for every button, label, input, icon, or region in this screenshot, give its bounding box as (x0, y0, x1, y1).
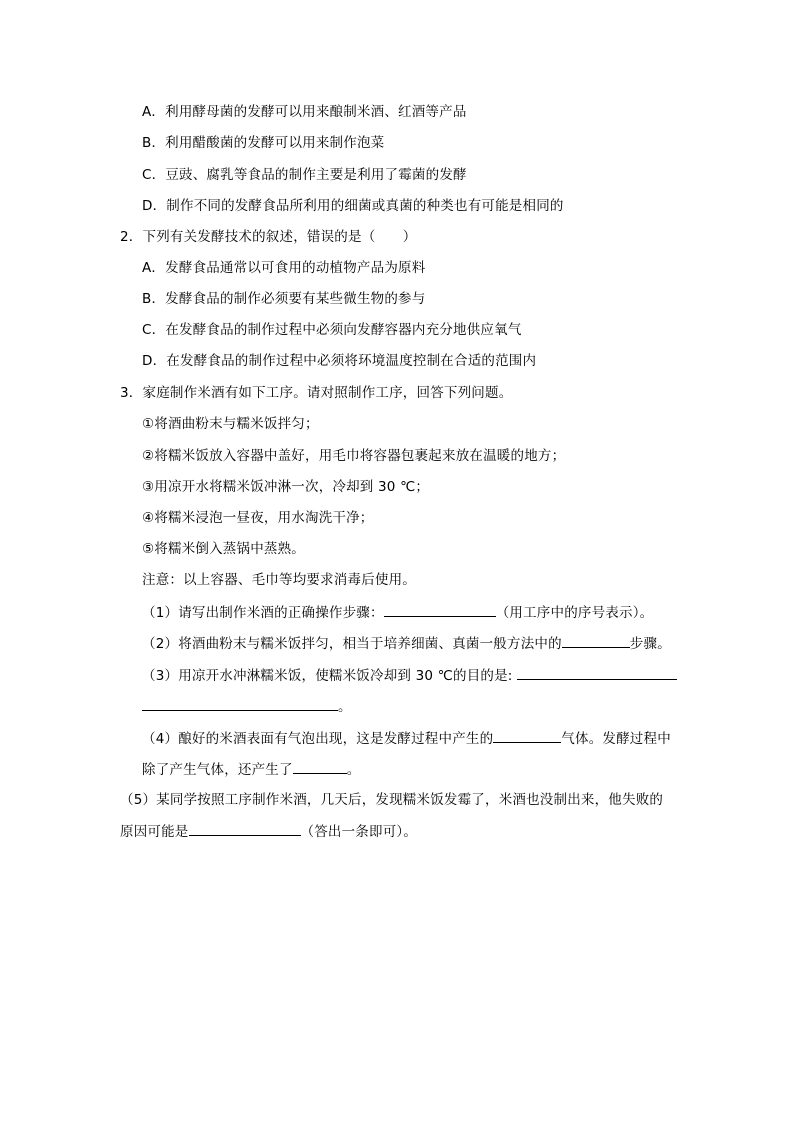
q2-stem: 2．下列有关发酵技术的叙述，错误的是（ ） (120, 229, 417, 245)
q3-sub3-line2 (142, 696, 352, 717)
q3-sub5-line2-after: （答出一条即可）。 (300, 824, 418, 840)
q3-sub3-text-before: （3）用凉开水冲淋糯米饭，使糯米饭冷却到 30 ℃的目的是: (142, 668, 513, 684)
q3-sub5-line2-before: 原因可能是 (120, 824, 189, 840)
q1-option-a: A．利用酵母菌的发酵可以用来酿制米酒、红酒等产品 (142, 104, 467, 120)
q2-option-b: B．发酵食品的制作必须要有某些微生物的参与 (142, 291, 426, 307)
answer-blank-5[interactable] (189, 821, 301, 836)
q3-stem: 3．家庭制作米酒有如下工序。请对照制作工序，回答下列问题。 (120, 385, 513, 401)
q3-step-3: ③用凉开水将糯米饭冲淋一次，冷却到 30 ℃； (142, 479, 430, 495)
q3-sub3-line1 (142, 665, 677, 686)
q2-option-a: A．发酵食品通常以可食用的动植物产品为原料 (142, 260, 426, 276)
q3-step-1: ①将酒曲粉末与糯米饭拌匀； (142, 416, 319, 432)
q3-step-4: ④将糯米浸泡一昼夜，用水淘洗干净； (142, 510, 374, 526)
answer-blank-3a[interactable] (517, 665, 677, 680)
q3-sub4-line2 (142, 759, 360, 780)
q3-note: 注意：以上容器、毛巾等均要求消毒后使用。 (142, 572, 416, 588)
answer-blank-3b[interactable] (142, 696, 338, 711)
q3-sub1-text-after: （用工序中的序号表示）。 (495, 605, 654, 621)
q3-sub2-text-before: （2）将酒曲粉末与糯米饭拌匀，相当于培养细菌、真菌一般方法中的 (142, 636, 562, 652)
q3-sub4-line1 (142, 728, 671, 749)
q3-sub5-line1: （5）某同学按照工序制作米酒，几天后，发现糯米饭发霉了，米酒也没制出来，他失败的 (120, 792, 664, 808)
q3-sub4-line2-before: 除了产生气体，还产生了 (142, 762, 293, 778)
q3-sub4-text-before: （4）酿好的米酒表面有气泡出现，这是发酵过程中产生的 (142, 731, 494, 747)
q3-sub3-text-after: 。 (338, 699, 352, 715)
answer-blank-4a[interactable] (493, 728, 561, 743)
q3-sub2 (142, 633, 671, 654)
q3-sub2-text-after: 步骤。 (629, 636, 671, 652)
q1-option-b: B．利用醋酸菌的发酵可以用来制作泡菜 (142, 135, 385, 151)
q3-sub4-text-after: 气体。发酵过程中 (561, 731, 671, 747)
q3-sub1-text-before: （1）请写出制作米酒的正确操作步骤： (142, 605, 384, 621)
q3-step-5: ⑤将糯米倒入蒸锅中蒸熟。 (142, 541, 306, 557)
answer-blank-4b[interactable] (293, 759, 347, 774)
q3-sub4-line2-after: 。 (346, 762, 361, 778)
q1-option-d: D．制作不同的发酵食品所利用的细菌或真菌的种类也有可能是相同的 (142, 198, 564, 214)
q3-step-2: ②将糯米饭放入容器中盖好，用毛巾将容器包裹起来放在温暖的地方； (142, 448, 566, 464)
q3-sub5-line2 (120, 821, 417, 842)
q1-option-c: C．豆豉、腐乳等食品的制作主要是利用了霉菌的发酵 (142, 167, 467, 183)
q2-option-c: C．在发酵食品的制作过程中必须向发酵容器内充分地供应氧气 (142, 322, 522, 338)
q2-option-d: D．在发酵食品的制作过程中必须将环境温度控制在合适的范围内 (142, 353, 537, 369)
answer-blank-1[interactable] (384, 602, 496, 617)
answer-blank-2[interactable] (562, 633, 630, 648)
q3-sub1 (142, 602, 653, 623)
